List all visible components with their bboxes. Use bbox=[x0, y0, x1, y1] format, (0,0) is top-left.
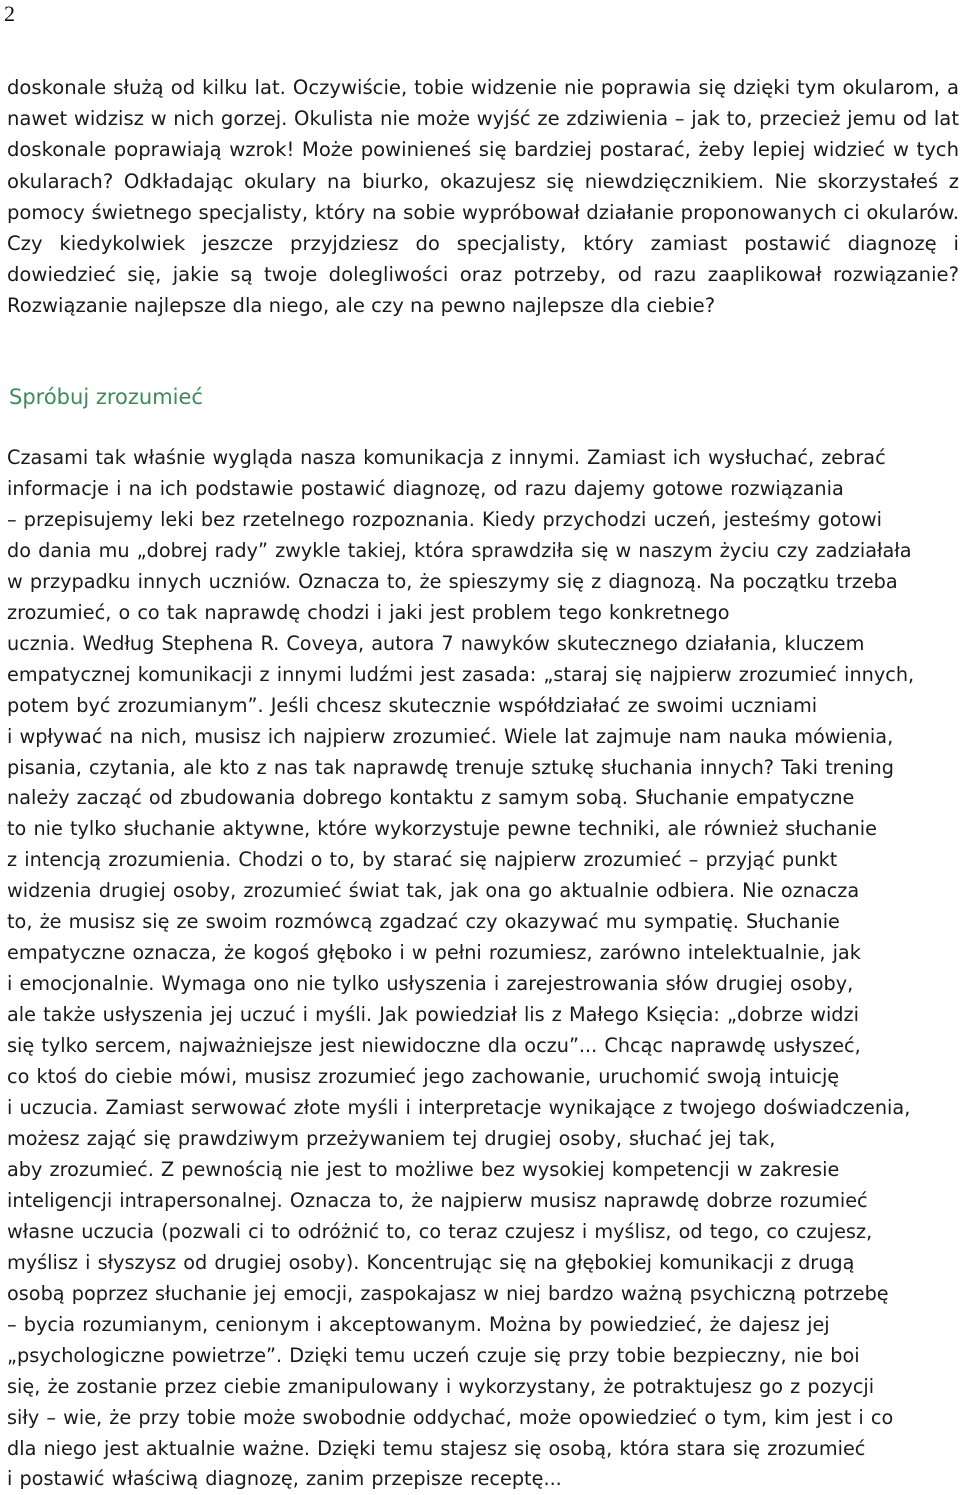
section-paragraph bbox=[7, 443, 959, 1495]
text-line: możesz zająć się prawdziwym przeżywaniem tej drugiej osoby, słuchać jej tak, bbox=[7, 1126, 776, 1150]
text-line: ucznia. Według Stephena R. Coveya, autora 7 nawyków skutecznego działania, kluczem bbox=[7, 631, 865, 655]
section-heading: Spróbuj zrozumieć bbox=[9, 385, 203, 409]
intro-paragraph: doskonale służą od kilku lat. Oczywiście, tobie widzenie nie poprawia się dzięki tym okularom, a nawet widzisz w nich gorzej. Okulista nie może wyjść ze zdziwienia – jak to, przecież jemu od lat doskonale poprawiają wzrok! Może powinieneś się bardziej postarać, żeby lepiej widzieć w tych okularach? Odkładając okulary na biurko, okazujesz się niewdzięcznikiem. Nie skorzystałeś z pomocy świetnego specjalisty, który na sobie wypróbował działanie proponowanych ci okularów. Czy kiedykolwiek jeszcze przyjdziesz do specjalisty, który zamiast postawić diagnozę i dowiedzieć się, jakie są twoje dolegliwości oraz potrzeby, od razu zaaplikował rozwiązanie? Rozwiązanie najlepsze dla niego, ale czy na pewno najlepsze dla ciebie? bbox=[7, 76, 959, 318]
text-line: ale także usłyszenia jej uczuć i myśli. Jak powiedział lis z Małego Księcia: „dobrze widzi bbox=[7, 1003, 859, 1027]
text-line: się tylko sercem, najważniejsze jest niewidoczne dla oczu”... Chcąc naprawdę usłyszeć, bbox=[7, 1034, 861, 1058]
text-line: w przypadku innych uczniów. Oznacza to, że spieszymy się z diagnozą. Na początku trzeba bbox=[7, 569, 898, 593]
text-line: i postawić właściwą diagnozę, zanim przepisze receptę... bbox=[7, 1467, 562, 1491]
text-line: do dania mu „dobrej rady” zwykle takiej, która sprawdziła się w naszym życiu czy zadziałała bbox=[7, 538, 912, 562]
text-line: to, że musisz się ze swoim rozmówcą zgadzać czy okazywać mu sympatię. Słuchanie bbox=[7, 910, 840, 934]
page-number: 2 bbox=[4, 1, 15, 26]
text-line: „psychologiczne powietrze”. Dzięki temu uczeń czuje się przy tobie bezpieczny, nie boi bbox=[7, 1343, 860, 1367]
text-line: co ktoś do ciebie mówi, musisz zrozumieć jego zachowanie, uruchomić swoją intuicję bbox=[7, 1065, 840, 1089]
text-line: osobą poprzez słuchanie jej emocji, zaspokajasz w niej bardzo ważną psychiczną potrzebę bbox=[7, 1281, 889, 1305]
text-line: – bycia rozumianym, cenionym i akceptowanym. Można by powiedzieć, że dajesz jej bbox=[7, 1312, 830, 1336]
text-line: własne uczucia (pozwali ci to odróżnić to, co teraz czujesz i myślisz, od tego, co czujesz, bbox=[7, 1219, 873, 1243]
text-line: i emocjonalnie. Wymaga ono nie tylko usłyszenia i zarejestrowania słów drugiej osoby, bbox=[7, 972, 854, 996]
text-line: empatyczne oznacza, że kogoś głęboko i w pełni rozumiesz, zarówno intelektualnie, jak bbox=[7, 941, 861, 965]
text-line: dla niego jest aktualnie ważne. Dzięki temu stajesz się osobą, która stara się zrozumieć bbox=[7, 1436, 866, 1460]
text-line: i uczucia. Zamiast serwować złote myśli i interpretacje wynikające z twojego doświadczenia, bbox=[7, 1096, 911, 1120]
text-line: z intencją zrozumienia. Chodzi o to, by starać się najpierw zrozumieć – przyjąć punkt bbox=[7, 848, 838, 872]
text-line: inteligencji intrapersonalnej. Oznacza to, że najpierw musisz naprawdę dobrze rozumieć bbox=[7, 1188, 868, 1212]
text-line: – przepisujemy leki bez rzetelnego rozpoznania. Kiedy przychodzi uczeń, jesteśmy gotowi bbox=[7, 507, 882, 531]
text-line: zrozumieć, o co tak naprawdę chodzi i jaki jest problem tego konkretnego bbox=[7, 600, 730, 624]
text-line: Czasami tak właśnie wygląda nasza komunikacja z innymi. Zamiast ich wysłuchać, zebrać bbox=[7, 446, 886, 469]
text-line: potem być zrozumianym”. Jeśli chcesz skutecznie współdziałać ze swoimi uczniami bbox=[7, 693, 818, 717]
text-line: pisania, czytania, ale kto z nas tak naprawdę trenuje sztukę słuchania innych? Taki trening bbox=[7, 755, 894, 779]
text-line: myślisz i słyszysz od drugiej osoby). Koncentrując się na głębokiej komunikacji z drugą bbox=[7, 1250, 855, 1274]
text-line: to nie tylko słuchanie aktywne, które wykorzystuje pewne techniki, ale również słuchanie bbox=[7, 817, 877, 841]
text-line: informacje i na ich podstawie postawić diagnozę, od razu dajemy gotowe rozwiązania bbox=[7, 476, 844, 500]
text-line: siły – wie, że przy tobie może swobodnie oddychać, może opowiedzieć o tym, kim jest i co bbox=[7, 1405, 894, 1429]
text-line: empatycznej komunikacji z innymi ludźmi jest zasada: „staraj się najpierw zrozumieć innych, bbox=[7, 662, 915, 686]
text-line: i wpływać na nich, musisz ich najpierw zrozumieć. Wiele lat zajmuje nam nauka mówienia, bbox=[7, 724, 894, 748]
text-line: się, że zostanie przez ciebie zmanipulowany i wykorzystany, że potraktujesz go z pozycji bbox=[7, 1374, 875, 1398]
text-line: widzenia drugiej osoby, zrozumieć świat tak, jak ona go aktualnie odbiera. Nie oznacza bbox=[7, 879, 860, 903]
text-line: aby zrozumieć. Z pewnością nie jest to możliwe bez wysokiej kompetencji w zakresie bbox=[7, 1157, 840, 1181]
text-line: należy zacząć od zbudowania dobrego kontaktu z samym sobą. Słuchanie empatyczne bbox=[7, 786, 855, 810]
